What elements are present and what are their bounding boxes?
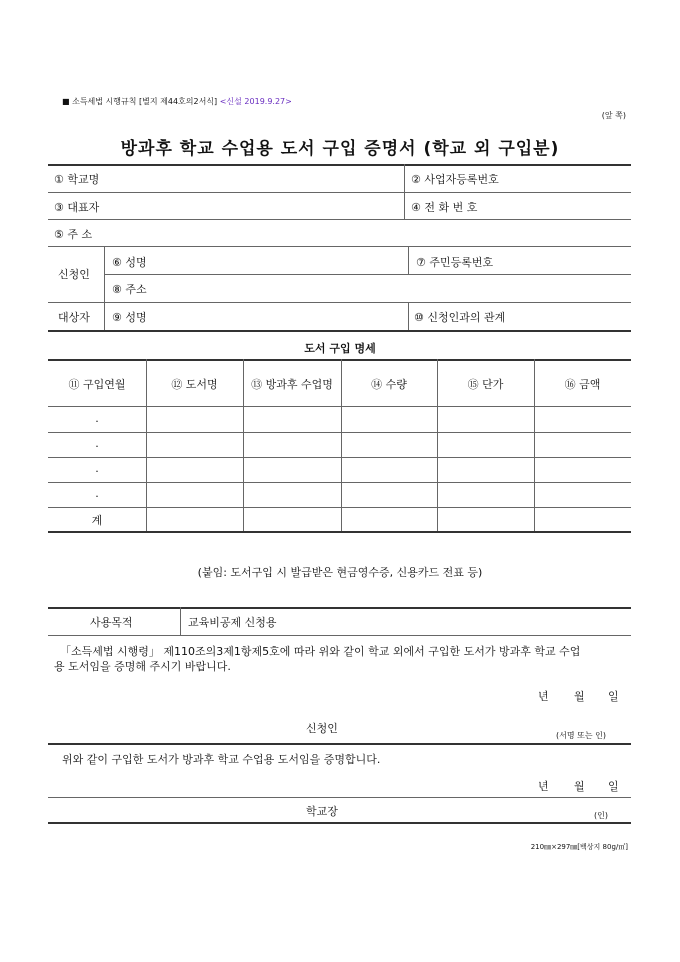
cert-year-label: 년 xyxy=(538,780,549,793)
table-top-border xyxy=(48,359,631,361)
signature-note: (서명 또는 인) xyxy=(556,731,606,740)
row-divider xyxy=(48,192,631,193)
purpose-bottom-border xyxy=(48,635,631,636)
col-divider xyxy=(404,164,405,219)
row-divider xyxy=(104,274,631,275)
table-row-date: . xyxy=(95,462,99,475)
business-reg-label: ② 사업자등록번호 xyxy=(411,173,499,186)
target-label: 대상자 xyxy=(58,311,90,324)
row-divider xyxy=(48,219,631,220)
front-side-label: (앞 쪽) xyxy=(601,111,626,120)
table-row-date: . xyxy=(95,487,99,500)
table-row-date: . xyxy=(95,412,99,425)
request-text-line1: 「소득세법 시행령」 제110조의3제1항제5호에 따라 위와 같이 학교 외에서 구입한 도서가 방과후 학교 수업 xyxy=(60,645,581,658)
row-divider xyxy=(48,406,631,407)
row-divider xyxy=(48,797,631,798)
purchase-details-title: 도서 구입 명세 xyxy=(304,342,376,355)
row-divider xyxy=(48,246,631,247)
phone-label: ④ 전 화 번 호 xyxy=(411,201,478,214)
table-bottom-border xyxy=(48,531,631,533)
table-bottom-border xyxy=(48,822,631,824)
column-header: ⑬ 방과후 수업명 xyxy=(251,378,333,391)
table-row-date: . xyxy=(95,437,99,450)
attachment-note: (붙임: 도서구입 시 발급받은 현금영수증, 신용카드 전표 등) xyxy=(197,566,483,579)
cert-day-label: 일 xyxy=(608,780,619,793)
column-header: ⑫ 도서명 xyxy=(171,378,218,391)
col-divider xyxy=(104,246,105,330)
request-day-label: 일 xyxy=(608,690,619,703)
seal-note: (인) xyxy=(594,811,608,820)
cert-month-label: 월 xyxy=(574,780,585,793)
col-divider xyxy=(180,607,181,635)
representative-label: ③ 대표자 xyxy=(54,201,100,214)
new-note: <신설 2019.9.27> xyxy=(219,97,292,106)
row-divider xyxy=(48,432,631,433)
address-label: ⑤ 주 소 xyxy=(54,228,93,241)
paper-spec: 210㎜×297㎜[백상지 80g/㎡] xyxy=(530,843,628,851)
target-name-label: ⑨ 성명 xyxy=(112,311,147,324)
purpose-top-border xyxy=(48,607,631,609)
applicant-name-label: ⑥ 성명 xyxy=(112,256,147,269)
request-month-label: 월 xyxy=(574,690,585,703)
request-text-line2: 용 도서임을 증명해 주시기 바랍니다. xyxy=(54,660,231,673)
certification-text: 위와 같이 구입한 도서가 방과후 학교 수업용 도서임을 증명합니다. xyxy=(62,753,381,766)
row-divider xyxy=(48,457,631,458)
col-divider xyxy=(408,246,409,274)
rule-reference: ■ 소득세법 시행규칙 [별지 제44호의2서식] xyxy=(62,97,218,106)
purpose-label: 사용목적 xyxy=(90,616,133,629)
request-applicant-label: 신청인 xyxy=(306,722,338,735)
row-divider xyxy=(48,330,631,332)
row-divider xyxy=(48,482,631,483)
row-divider xyxy=(48,507,631,508)
principal-label: 학교장 xyxy=(306,805,338,818)
purpose-value: 교육비공제 신청용 xyxy=(188,616,277,629)
school-name-label: ① 학교명 xyxy=(54,173,100,186)
request-year-label: 년 xyxy=(538,690,549,703)
total-label: 계 xyxy=(91,514,103,527)
column-header: ⑮ 단가 xyxy=(467,378,504,391)
applicant-label: 신청인 xyxy=(58,268,90,281)
col-divider xyxy=(408,302,409,330)
applicant-rrn-label: ⑦ 주민등록번호 xyxy=(416,256,494,269)
page-title: 방과후 학교 수업용 도서 구입 증명서 (학교 외 구입분) xyxy=(120,139,560,159)
section-divider xyxy=(48,743,631,745)
column-header: ⑯ 금액 xyxy=(564,378,601,391)
table-top-border xyxy=(48,164,631,166)
relation-label: ⑩ 신청인과의 관계 xyxy=(414,311,506,324)
row-divider xyxy=(48,302,631,303)
form-reference xyxy=(62,96,292,107)
applicant-address-label: ⑧ 주소 xyxy=(112,283,147,296)
column-header: ⑭ 수량 xyxy=(371,378,407,391)
column-header: ⑪ 구입연월 xyxy=(68,378,126,391)
